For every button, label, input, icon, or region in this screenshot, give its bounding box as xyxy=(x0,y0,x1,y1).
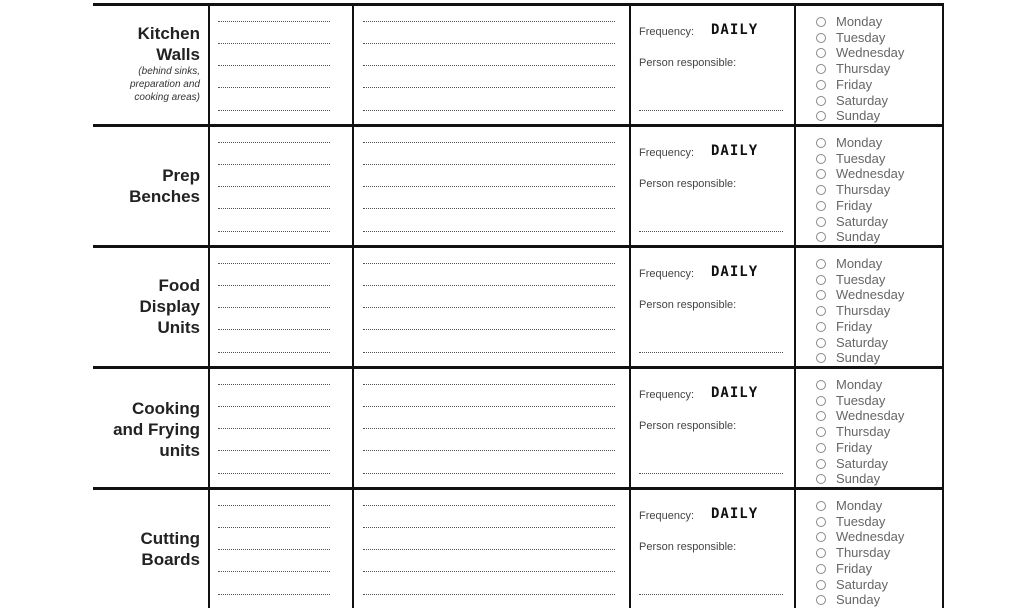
frequency-label: Frequency: xyxy=(639,389,695,401)
schedule-row xyxy=(93,124,944,245)
entry-line[interactable] xyxy=(363,473,615,474)
frequency-cell xyxy=(631,369,796,487)
radio-button[interactable] xyxy=(816,338,826,348)
day-checklist xyxy=(796,6,944,124)
area-name-line: units xyxy=(159,441,200,460)
entry-line[interactable] xyxy=(218,505,330,506)
radio-button[interactable] xyxy=(816,322,826,332)
radio-button[interactable] xyxy=(816,517,826,527)
radio-button[interactable] xyxy=(816,64,826,74)
entry-line[interactable] xyxy=(218,263,330,264)
radio-button[interactable] xyxy=(816,501,826,511)
entry-column-a xyxy=(210,490,354,608)
frequency-label: Frequency: xyxy=(639,26,695,38)
radio-button[interactable] xyxy=(816,169,826,179)
entry-column-b xyxy=(354,127,631,245)
entry-column-b xyxy=(354,369,631,487)
schedule-rows xyxy=(93,0,944,608)
day-label: Sunday xyxy=(836,108,881,124)
radio-button[interactable] xyxy=(816,474,826,484)
radio-button[interactable] xyxy=(816,411,826,421)
entry-line[interactable] xyxy=(363,65,615,66)
entry-column-b xyxy=(354,6,631,124)
day-label: Saturday xyxy=(836,455,889,471)
entry-line[interactable] xyxy=(218,352,330,353)
person-responsible-field[interactable] xyxy=(639,110,783,111)
day-label: Thursday xyxy=(836,424,891,440)
day-label: Monday xyxy=(836,377,883,392)
entry-line[interactable] xyxy=(363,110,615,111)
person-responsible-label: Person responsible: xyxy=(639,178,737,190)
radio-button[interactable] xyxy=(816,548,826,558)
day-label: Saturday xyxy=(836,92,889,108)
area-name xyxy=(140,275,200,338)
frequency-cell xyxy=(631,127,796,245)
entry-line[interactable] xyxy=(363,406,615,407)
radio-button[interactable] xyxy=(816,48,826,58)
entry-line[interactable] xyxy=(363,329,615,330)
entry-line[interactable] xyxy=(363,594,615,595)
radio-button[interactable] xyxy=(816,595,826,605)
radio-button[interactable] xyxy=(816,306,826,316)
radio-button[interactable] xyxy=(816,185,826,195)
person-responsible-label: Person responsible: xyxy=(639,541,737,553)
entry-line[interactable] xyxy=(218,87,330,88)
area-name-line: Units xyxy=(157,318,200,337)
area-name-line: Food xyxy=(158,276,200,295)
radio-button[interactable] xyxy=(816,443,826,453)
radio-button[interactable] xyxy=(816,111,826,121)
entry-line[interactable] xyxy=(218,473,330,474)
entry-line[interactable] xyxy=(218,428,330,429)
day-label: Saturday xyxy=(836,576,889,592)
person-responsible-label: Person responsible: xyxy=(639,299,737,311)
entry-line[interactable] xyxy=(363,505,615,506)
entry-line[interactable] xyxy=(363,450,615,451)
day-label: Tuesday xyxy=(836,150,886,166)
radio-button[interactable] xyxy=(816,33,826,43)
radio-button[interactable] xyxy=(816,290,826,300)
radio-button[interactable] xyxy=(816,427,826,437)
frequency-value: DAILY xyxy=(711,22,759,38)
area-name-cell xyxy=(93,6,210,124)
area-name-line: Kitchen xyxy=(137,24,200,43)
radio-button[interactable] xyxy=(816,17,826,27)
entry-column-a xyxy=(210,248,354,366)
radio-button[interactable] xyxy=(816,96,826,106)
entry-line[interactable] xyxy=(218,549,330,550)
day-label: Sunday xyxy=(836,592,881,608)
day-checklist xyxy=(796,490,944,608)
area-name-line: Cooking xyxy=(132,399,200,418)
entry-line[interactable] xyxy=(218,231,330,232)
radio-button[interactable] xyxy=(816,232,826,242)
radio-button[interactable] xyxy=(816,217,826,227)
entry-line[interactable] xyxy=(363,352,615,353)
entry-line[interactable] xyxy=(218,43,330,44)
radio-button[interactable] xyxy=(816,259,826,269)
radio-button[interactable] xyxy=(816,580,826,590)
day-checklist xyxy=(796,369,944,487)
person-responsible-field[interactable] xyxy=(639,231,783,232)
radio-button[interactable] xyxy=(816,201,826,211)
entry-line[interactable] xyxy=(218,406,330,407)
day-label: Tuesday xyxy=(836,513,886,529)
frequency-label: Frequency: xyxy=(639,510,695,522)
person-responsible-label: Person responsible: xyxy=(639,57,737,69)
day-label: Tuesday xyxy=(836,29,886,45)
entry-line[interactable] xyxy=(218,307,330,308)
frequency-value: DAILY xyxy=(711,264,759,280)
entry-line[interactable] xyxy=(363,186,615,187)
area-name xyxy=(129,165,200,207)
day-label: Thursday xyxy=(836,545,891,561)
day-label: Wednesday xyxy=(836,529,905,545)
radio-button[interactable] xyxy=(816,353,826,363)
entry-line[interactable] xyxy=(363,384,615,385)
area-name xyxy=(141,528,200,570)
entry-line[interactable] xyxy=(218,21,330,22)
entry-line[interactable] xyxy=(363,263,615,264)
entry-line[interactable] xyxy=(218,384,330,385)
entry-line[interactable] xyxy=(363,571,615,572)
entry-line[interactable] xyxy=(363,142,615,143)
area-note: (behind sinks, preparation and cooking areas) xyxy=(129,66,200,103)
day-label: Friday xyxy=(836,197,873,213)
entry-column-a xyxy=(210,6,354,124)
day-label: Sunday xyxy=(836,350,881,366)
radio-button[interactable] xyxy=(816,396,826,406)
day-label: Wednesday xyxy=(836,45,905,61)
area-name-line: Benches xyxy=(129,187,200,206)
day-label: Thursday xyxy=(836,182,891,198)
day-label: Saturday xyxy=(836,334,889,350)
area-name-cell xyxy=(93,490,210,608)
person-responsible-field[interactable] xyxy=(639,473,783,474)
schedule-row xyxy=(93,366,944,487)
entry-line[interactable] xyxy=(363,231,615,232)
schedule-row xyxy=(93,245,944,366)
entry-line[interactable] xyxy=(363,164,615,165)
entry-line[interactable] xyxy=(218,527,330,528)
area-name-line: Prep xyxy=(162,166,200,185)
entry-line[interactable] xyxy=(218,65,330,66)
frequency-label: Frequency: xyxy=(639,147,695,159)
day-label: Tuesday xyxy=(836,271,886,287)
entry-line[interactable] xyxy=(363,307,615,308)
person-responsible-label: Person responsible: xyxy=(639,420,737,432)
radio-button[interactable] xyxy=(816,138,826,148)
area-name-line: Walls xyxy=(156,45,200,64)
person-responsible-field[interactable] xyxy=(639,594,783,595)
radio-button[interactable] xyxy=(816,380,826,390)
day-label: Wednesday xyxy=(836,166,905,182)
person-responsible-field[interactable] xyxy=(639,352,783,353)
entry-line[interactable] xyxy=(218,186,330,187)
day-label: Saturday xyxy=(836,213,889,229)
entry-line[interactable] xyxy=(218,594,330,595)
area-name-line: Cutting xyxy=(140,529,200,548)
day-label: Monday xyxy=(836,14,883,29)
day-label: Sunday xyxy=(836,471,881,487)
area-name-cell xyxy=(93,248,210,366)
frequency-value: DAILY xyxy=(711,143,759,159)
day-label: Monday xyxy=(836,135,883,150)
entry-line[interactable] xyxy=(363,527,615,528)
day-label: Monday xyxy=(836,498,883,513)
area-name-line: and Frying xyxy=(113,420,200,439)
day-label: Friday xyxy=(836,439,873,455)
day-label: Monday xyxy=(836,256,883,271)
day-label: Sunday xyxy=(836,229,881,245)
day-label: Thursday xyxy=(836,61,891,77)
entry-line[interactable] xyxy=(363,285,615,286)
day-label: Tuesday xyxy=(836,392,886,408)
entry-column-b xyxy=(354,490,631,608)
schedule-row xyxy=(93,487,944,608)
entry-line[interactable] xyxy=(363,21,615,22)
entry-line[interactable] xyxy=(218,285,330,286)
frequency-cell xyxy=(631,248,796,366)
day-checklist xyxy=(796,248,944,366)
area-name-cell xyxy=(93,369,210,487)
frequency-cell xyxy=(631,490,796,608)
entry-line[interactable] xyxy=(363,549,615,550)
radio-button[interactable] xyxy=(816,564,826,574)
day-label: Wednesday xyxy=(836,287,905,303)
area-name xyxy=(113,398,200,461)
day-label: Friday xyxy=(836,560,873,576)
area-name-line: Display xyxy=(139,297,200,316)
day-label: Wednesday xyxy=(836,408,905,424)
day-label: Thursday xyxy=(836,303,891,319)
radio-button[interactable] xyxy=(816,275,826,285)
entry-line[interactable] xyxy=(218,142,330,143)
area-name xyxy=(93,23,200,104)
entry-column-a xyxy=(210,369,354,487)
radio-button[interactable] xyxy=(816,154,826,164)
entry-line[interactable] xyxy=(218,208,330,209)
frequency-value: DAILY xyxy=(711,506,759,522)
entry-line[interactable] xyxy=(218,571,330,572)
schedule-row xyxy=(93,3,944,124)
entry-line[interactable] xyxy=(363,428,615,429)
area-name-line: Boards xyxy=(141,550,200,569)
radio-button[interactable] xyxy=(816,532,826,542)
frequency-label: Frequency: xyxy=(639,268,695,280)
entry-line[interactable] xyxy=(218,164,330,165)
entry-line[interactable] xyxy=(363,87,615,88)
entry-line[interactable] xyxy=(363,208,615,209)
day-label: Friday xyxy=(836,76,873,92)
day-checklist xyxy=(796,127,944,245)
entry-line[interactable] xyxy=(218,110,330,111)
radio-button[interactable] xyxy=(816,80,826,90)
entry-column-a xyxy=(210,127,354,245)
entry-line[interactable] xyxy=(363,43,615,44)
cleaning-schedule-sheet xyxy=(93,0,944,608)
entry-column-b xyxy=(354,248,631,366)
day-label: Friday xyxy=(836,318,873,334)
entry-line[interactable] xyxy=(218,329,330,330)
frequency-cell xyxy=(631,6,796,124)
frequency-value: DAILY xyxy=(711,385,759,401)
radio-button[interactable] xyxy=(816,459,826,469)
entry-line[interactable] xyxy=(218,450,330,451)
area-name-cell xyxy=(93,127,210,245)
